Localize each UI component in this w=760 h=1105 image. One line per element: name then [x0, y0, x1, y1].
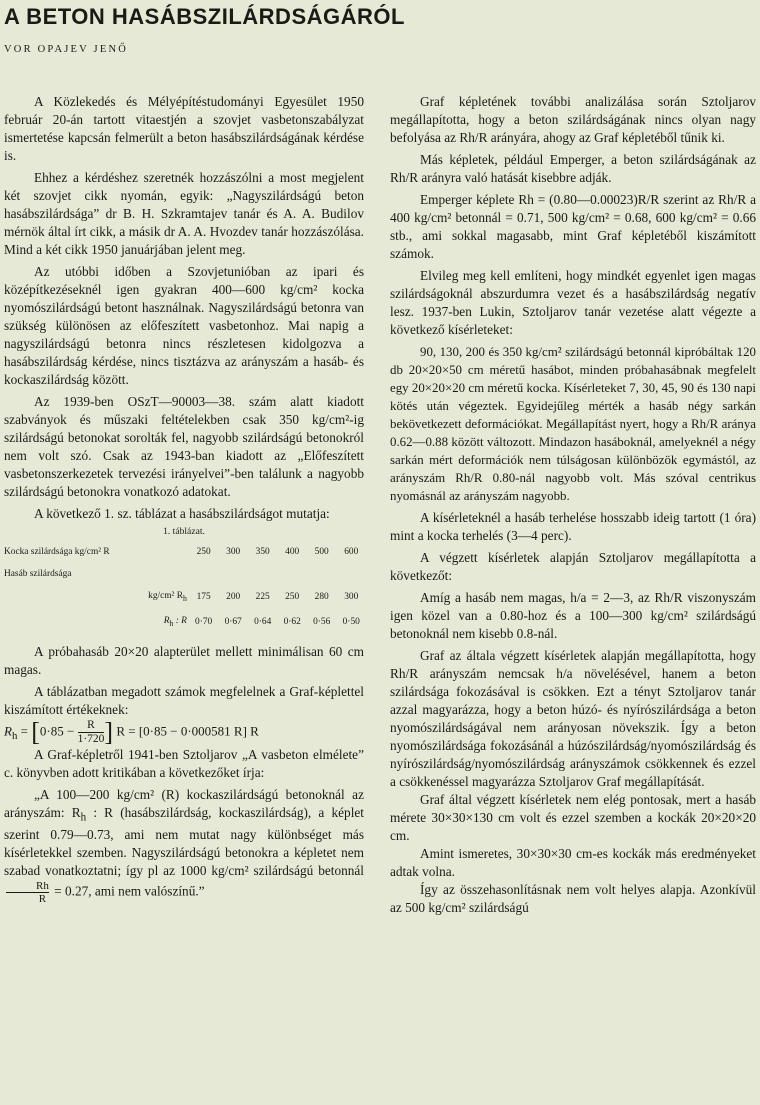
- table-row-label: Hasáb szilárdsága: [4, 569, 72, 579]
- table-row: [4, 563, 366, 585]
- table-cell: 225: [255, 592, 270, 603]
- paragraph: Amíg a hasáb nem magas, h/a = 2—3, az Rh/R viszonyszám igen közel van a 0.80-hoz és a 100—300 kg/cm² szilárdságú betonoknál nem kisebb 0.8-nál.: [390, 590, 756, 641]
- paragraph: Graf által végzett kísérletek nem elég pontosak, mert a hasáb mérete 30×30×130 cm volt és ezzel szemben a kockák 20×20×20 cm.: [390, 792, 756, 843]
- paragraph: Így az összehasonlításnak nem volt helyes alapja. Azonkívül az 500 kg/cm² szilárdságú: [390, 882, 756, 915]
- paragraph: Emperger képlete Rh = (0.80—0.00023)R/R szerint az Rh/R a 400 kg/cm² betonnál = 0.71, 500 kg/cm² = 0.68, 600 kg/cm² = 0.66 stb., ami sokkal magasabb, mint Graf képletéből kiszámított számok.: [390, 192, 756, 261]
- table-row: [4, 585, 366, 610]
- paragraph: A kísérleteknél a hasáb terhelése hosszabb ideig tartott (1 óra) mint a kocka terhelés (3—4 perc).: [390, 510, 756, 543]
- graf-formula: $R_h = [0\cdot 85$ − $\frac{R}{1\cdot 720}$ ] R = [0·85 − 0·000581 R] R: [4, 717, 259, 747]
- table-cell: 0·50: [342, 617, 360, 628]
- table-cell: 175: [196, 592, 211, 603]
- table-row-label: $R_h$ : R: [163, 615, 187, 628]
- paragraph: Ehhez a kérdéshez szeretnék hozzászólni a most megjelent két szovjet cikk nyomán, egyik: „Nagyszilárdságú beton hasábszilárdsága” dr B. H. Szkramtajev tanár és A. A. Budilov mérnök által írt cikk, a másik dr A. A. Hvozdev tanár hozzászólása. Mind a két cikk 1950 januárjában jelent meg.: [4, 170, 364, 257]
- table-cell: 500: [314, 547, 329, 557]
- table-caption: 1. táblázat.: [163, 526, 205, 537]
- paragraph: A Közlekedés és Mélyépítéstudományi Egyesület 1950 február 20-án tartott vitaestjén a szovjet vasbetonszabályzat ismertetése kapcsán felmerült a beton hasábszilárdságának kérdése is.: [4, 94, 364, 163]
- paragraph: Graf az általa végzett kísérletek alapján megállapította, hogy Rh/R arányszám nemcsak h/a növelésével, hanem a beton szilárdsága fokozásával is csökken. Ezt a tényt Sztoljarov tanár azzal magyarázza, hogy a beton húzó- és nyírószilárdsága a beton nyomószilárdságával nem arányosan növekszik. Így a beton nyomószilárdsága fokozásánál a húzószilárdság/nyomószilárdság és nyírószilárdság/nyomószilárdság arányszámok csökkennek és ezzel a csökkenéssel magyarázza Sztoljarov Graf megállapítását.: [390, 648, 756, 789]
- table-cell: 0·64: [254, 617, 272, 628]
- quote-paragraph: „A 100—200 kg/cm² (R) kockaszilárdságú betonoknál az arányszám: $R_h$ : R (hasábszilárdság, kockaszilárdság), a képlet szerint 0.79—0.73, ami nem mutat nagy különbséget más kísérletekkel szemben. Nagyszilárdságú betonokra a képletet nem szabad vonatkoztatni; így pl az 1000 kg/cm² szilárdságú betonnál $\frac{Rh}{R}$ = 0.27, ami nem valószínű.”: [4, 786, 364, 906]
- paragraph: Graf képletének további analizálása során Sztoljarov megállapította, hogy a beton szilárdságának nincs olyan nagy befolyása az Rh/R arányára, ahogy az Graf képletéből tűnik ki.: [390, 94, 756, 145]
- table-cell: 200: [226, 592, 241, 603]
- table-cell: 300: [344, 592, 359, 603]
- table-cell: 250: [196, 547, 211, 557]
- table-row: [4, 541, 366, 563]
- paragraph: Az utóbbi időben a Szovjetunióban az ipari és középítkezéseknél igen gyakran 400—600 kg/cm² kocka nyomószilárdságú betont használnak. Nagyszilárdságú betonra van szükség különösen az előfeszített vasbetonhoz. Mai napig a nagyszilárdságú betonra nincs részletesen kidolgozva a hasábszilárdság kérdése, nincs tisztázva az arányszám a hasáb- és kockaszilárdság között.: [4, 264, 364, 387]
- paragraph: A Graf-képletről 1941-ben Sztoljarov „A vasbeton elmélete” c. könyvben adott kritikában a következőket írja:: [4, 746, 364, 780]
- paragraph: Elvileg meg kell említeni, hogy mindkét egyenlet igen magas szilárdságoknál abszurdumra vezet és a hasábszilárdság negatív lesz. 1937-ben Lukin, Sztoljarov tanár vezetése alatt végezte a következő kísérleteket:: [390, 268, 756, 337]
- right-column: [390, 93, 756, 917]
- table-row-label: kg/cm² $R_h$: [148, 591, 187, 603]
- table-cell: 0·70: [195, 617, 213, 628]
- table-cell: 0·62: [283, 617, 301, 628]
- table-cell: 0·67: [224, 617, 242, 628]
- table-cell: 280: [314, 592, 329, 603]
- paragraph: Az 1939-ben OSzT—90003—38. szám alatt kiadott szabványok és műszaki feltételekben csak 350 kg/cm²-ig szilárdságú betonokat sorolták fel, nagyobb szilárdságú betonokról nem volt szó. Csak az 1943-ban kiadott az „Előfeszített vasbetonszerkezetek tervezési irányelvei”-ben találunk a nagyobb szilárdságú betonokra vonatkozó adatokat.: [4, 394, 364, 499]
- table-cell: 250: [285, 592, 300, 603]
- strength-table: [4, 541, 366, 635]
- table-row-label: Kocka szilárdsága kg/cm² R: [4, 547, 110, 557]
- table-cell: 0·56: [313, 617, 331, 628]
- table-cell: 350: [255, 547, 270, 557]
- table-row: [4, 610, 366, 635]
- paragraph: A következő 1. sz. táblázat a hasábszilárdságot mutatja:: [34, 506, 330, 521]
- left-column: [4, 93, 364, 905]
- inline-fraction: $\frac{Rh}{R}$: [6, 880, 49, 905]
- table-cell: 600: [344, 547, 359, 557]
- article-author: VOR OPAJEV JENŐ: [4, 44, 129, 55]
- paragraph: A végzett kísérletek alapján Sztoljarov megállapította a következőt:: [390, 550, 756, 583]
- paragraph: Amint ismeretes, 30×30×30 cm-es kockák más eredményeket adtak volna.: [390, 846, 756, 879]
- paragraph: A próbahasáb 20×20 alapterület mellett minimálisan 60 cm magas.: [4, 643, 364, 677]
- table-cell: 400: [285, 547, 300, 557]
- article-title: A BETON HASÁBSZILÁRDSÁGÁRÓL: [4, 4, 405, 29]
- table-cell: 300: [226, 547, 241, 557]
- paragraph: A táblázatban megadott számok megfelelnek a Graf-képlettel kiszámított értékeknek:: [4, 683, 364, 717]
- paragraph: Más képletek, például Emperger, a beton szilárdságának az Rh/R arányra való hatását kisebbre adják.: [390, 152, 756, 185]
- paragraph: 90, 130, 200 és 350 kg/cm² szilárdságú betonnál kipróbáltak 120 db 20×20×50 cm méretű hasábot, minden próbahasábnak megfelelt egy 20×20×20 cm méretű kocka. Kísérleteket 7, 30, 45, 90 és 130 napi kötés után végeztek. Egyidejűleg mérték a hasáb négy sarkán bekövetkezett deformációkat. Megállapítást nyert, hogy a Rh/R aránya 0.62—0.88 között változott. Mindazon hasáboknál, amelyeknél a négy sarkán mért deformációk nem túlságosan különbözök egymástól, az arányszám Rh/R 0.80-nál nagyobb volt. Más szóval centrikus nyomásnál az arányszám nagyobb.: [390, 345, 756, 503]
